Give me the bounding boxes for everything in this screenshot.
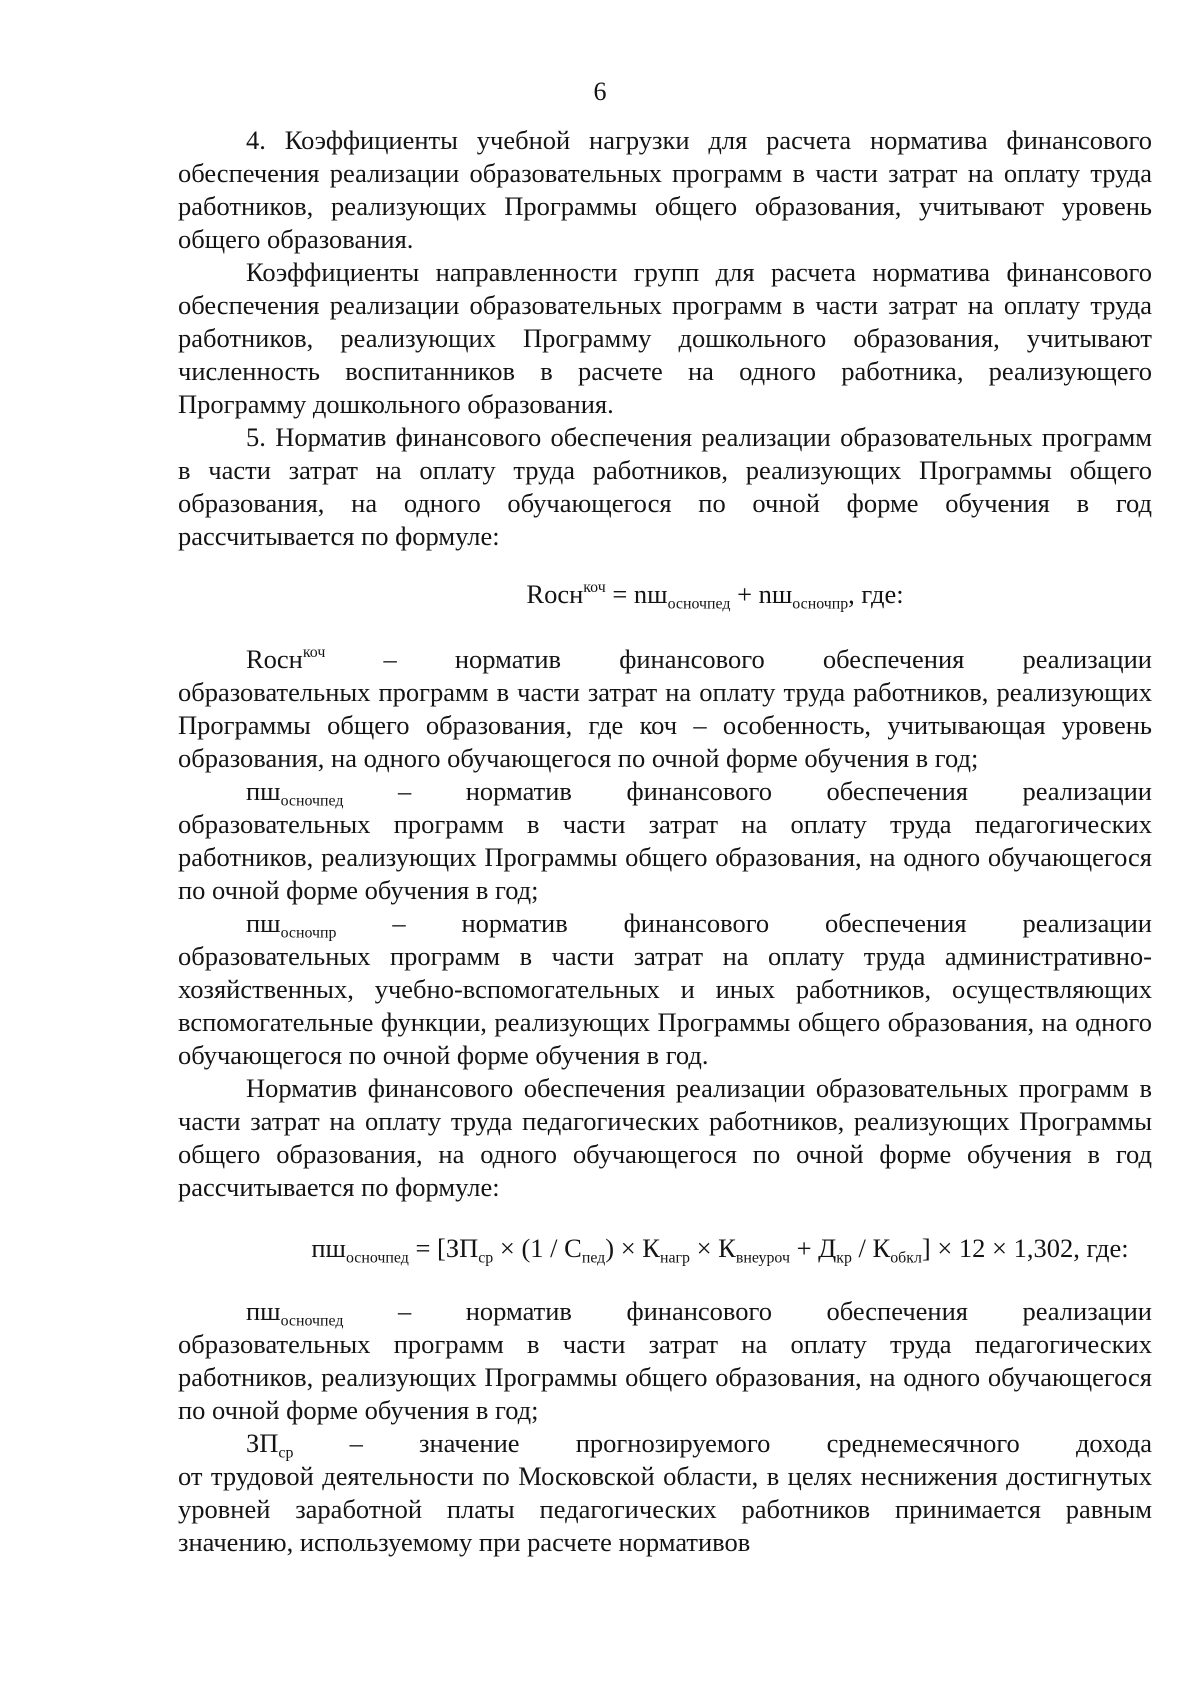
paragraph-4-coefficients: Коэффициенты направленности групп для расчета норматива финансового обеспечения реализации образовательных программ в части затрат на оплату труда работников, реализующих Программу дошкольного образования, учитывают численность воспитанников в расчете на одного работника, реализующего Программу дошкольного образования.: [178, 257, 1152, 419]
definition-rocn-text: образовательных программ в части затрат на оплату труда работников, реализующих Программы общего образования, где коч – особенность, учитывающая уровень образования, на одного обучающегося по очной форме обучения в год;: [178, 677, 1152, 773]
definition-psh-ped: [178, 775, 1152, 907]
paragraph-4: 4. Коэффициенты учебной нагрузки для расчета норматива финансового обеспечения реализации образовательных программ в части затрат на оплату труда работников, реализующих Программы общего образования, учитывают уровень общего образования.: [178, 125, 1152, 254]
definition-psh-ped-2: [178, 1295, 1152, 1427]
definition-symbol: $пш_{осночпр}$: [246, 908, 337, 942]
formula-psh-ped: $пш_{осночпед} = [ЗП_{ср} \times (1 / С_{пед}) \times К_{нагр} \times К_{внеуроч} + Д_{кр} / К_{обкл}] \times 12 \times 1,302$, где:: [311, 1233, 1129, 1267]
paragraph-5: 5. Норматив финансового обеспечения реализации образовательных программ в части затрат на оплату труда работников, реализующих Программы общего образования, на одного обучающегося по очной форме обучения в год рассчитывается по формуле:: [178, 422, 1152, 551]
definition-psh-pr-first-line: $пш_{осночпр}$ – норматив финансового обеспечения реализации: [246, 908, 1152, 942]
definition-psh-ped-text: образовательных программ в части затрат на оплату труда педагогических работников, реализующих Программы общего образования, на одного обучающегося по очной форме обучения в год;: [178, 809, 1152, 905]
definition-zp-first-line: $ЗП_{ср}$ – значение прогнозируемого среднемесячного дохода: [246, 1428, 1152, 1462]
formula-rocn: Rocн$^{коч}$ = $nш_{осночпед} + nш_{осночпр}$, где:: [526, 578, 904, 613]
definition-symbol: $ЗП_{ср}$: [246, 1428, 294, 1462]
definition-symbol: $пш_{осночпед}$: [246, 1296, 344, 1330]
definition-symbol: Rocн$^{коч}$: [246, 643, 326, 674]
definition-psh-ped-2-first-line: $пш_{осночпед}$ – норматив финансового обеспечения реализации: [246, 1296, 1152, 1330]
paragraph-ped-norm: Норматив финансового обеспечения реализации образовательных программ в части затрат на оплату труда педагогических работников, реализующих Программы общего образования, на одного обучающегося по очной форме обучения в год рассчитывается по формуле:: [178, 1073, 1152, 1202]
definition-zp-text: от трудовой деятельности по Московской области, в целях неснижения достигнутых уровней заработной платы педагогических работников принимается равным значению, используемому при расчете нормативов: [178, 1461, 1152, 1557]
definition-psh-pr-text: образовательных программ в части затрат на оплату труда административно-хозяйственных, учебно-вспомогательных и иных работников, осуществляющих вспомогательные функции, реализующих Программы общего образования, на одного обучающегося по очной форме обучения в год.: [178, 941, 1152, 1070]
definition-rocn-first-line: Rocн$^{коч}$ – норматив финансового обеспечения реализации: [246, 643, 1152, 674]
definition-symbol: $пш_{осночпед}$: [246, 776, 344, 810]
definition-psh-pr: [178, 907, 1152, 1072]
definition-rocn: [178, 643, 1152, 775]
definition-zp: [178, 1427, 1152, 1559]
definition-psh-ped-2-text: образовательных программ в части затрат на оплату труда педагогических работников, реализующих Программы общего образования, на одного обучающегося по очной форме обучения в год;: [178, 1329, 1152, 1425]
definition-psh-ped-first-line: $пш_{осночпед}$ – норматив финансового обеспечения реализации: [246, 776, 1152, 810]
page-number: 6: [593, 77, 607, 106]
document-body: [178, 124, 1152, 1559]
